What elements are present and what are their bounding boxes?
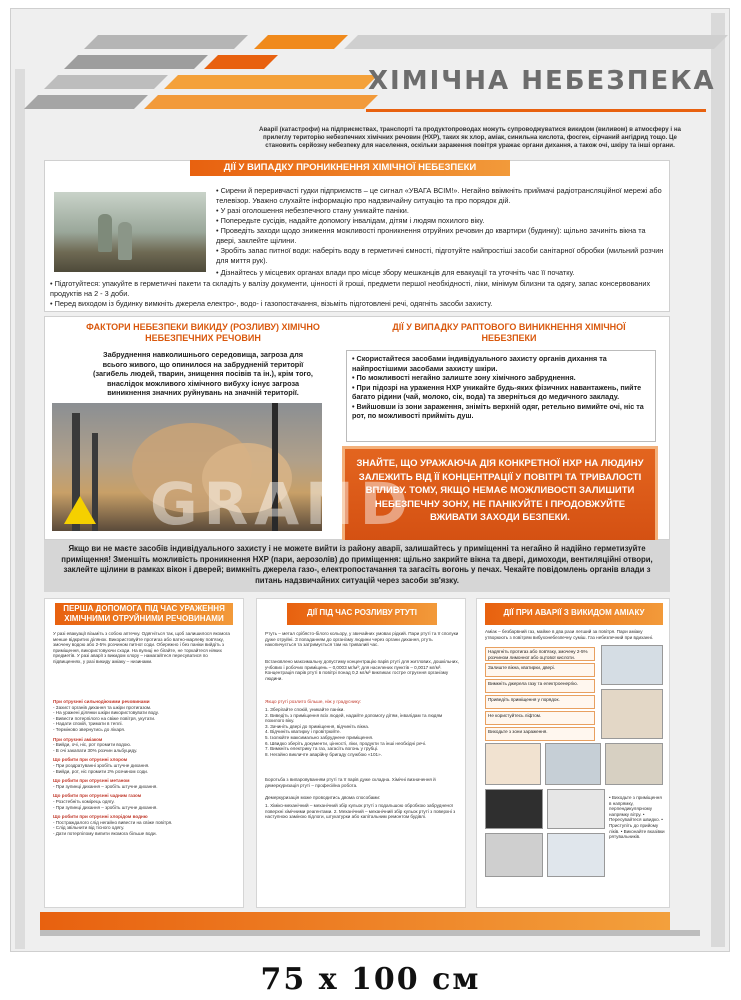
first-aid-title: ПЕРША ДОПОМОГА ПІД ЧАС УРАЖЕННЯ ХІМІЧНИМИ ОТРУЙНИМИ РЕЧОВИНАМИ [55,603,233,625]
poster-frame-right [711,13,725,947]
photo-figure [118,222,132,260]
window-closing-image [601,689,663,739]
mercury-step: 8. Негайно викличте аварійну бригаду службою «101». [265,751,382,757]
first-aid-line: - На уражені ділянки шкіри використовувати воду. [53,710,159,716]
header-stripe [64,55,208,69]
sudden-hazard-item: • При підозрі на ураження НХР уникайте будь-яких фізичних навантажень, пийте багато рідини (чай, молоко, сік, вода) та зверніться до медичного закладу. [352,382,642,401]
first-aid-heading: Що робити при отруєнні метаном [53,778,130,784]
ammonia-tail: • Виходьте з приміщення в напрямку, перпендикулярному напрямку вітру. • Пересувайтеся швидко. • Приступіть до прийому ліків. • Виконайте вказівки рятувальників. [609,795,665,840]
section1-bullet: • Дізнайтесь у місцевих органах влади про місце збору мешканців для евакуації та уточніть час її початку. [216,268,575,277]
ammonia-step: Приведіть приміщення у порядок. [485,695,595,709]
header-stripe [144,95,378,109]
photo-figure [98,214,112,252]
section1-bullet: • Перед виходом із будинку вимкніть джерела електро-, водо- і газопостачання, візьміть підготовлені речі, одягніть засоби захисту. [50,299,493,308]
ammonia-column [476,598,670,908]
first-aid-line: - Надати спокій, тримати в теплі. [53,721,123,727]
first-aid-line: - Терміново звернутись до лікаря. [53,726,126,732]
section1-banner: ДІЇ У ВИПАДКУ ПРОНИКНЕННЯ ХІМІЧНОЇ НЕБЕЗПЕКИ [190,160,510,176]
sudden-hazard-list [352,354,652,421]
header-stripe [44,75,168,89]
first-aid-heading: Що робити при отруєнні чадним газом [53,793,142,799]
section1-bullet: • Попередьте сусідів, надайте допомогу інвалідам, дітям і людям похилого віку. [216,216,485,225]
poster-frame-left [15,69,25,949]
header-stripe [24,95,148,109]
mercury-step: 3. Зачиніть двері до приміщення, відчиніть вікна. [265,723,370,729]
mercury-body: Ртуть – метал срібясто-білого кольору, у звичайних умовах рідкий. Пари ртуті та її сполуки дуже отруйні. З попаданням до організму людини через органи дихання, ртуть накопичується та затримується там на тривалий час. [265,631,459,648]
first-aid-line: - При зупинці дихання – зробіть штучне дихання. [53,783,158,789]
ammonia-step: Надягніть протигаз або пов'язку, змочену 2-5% розчином лимонної або оцтової кислоти. [485,647,595,661]
section1-bullet: • Проведіть заходи щодо зниження можливості проникнення отруйних речовин до квартири (будинку): щільно зачиніть вікна та двері, заклейте щілини. [216,226,646,245]
first-aid-list [53,699,235,836]
appliances-image [547,789,605,829]
footer-bar-gray [40,930,700,936]
mercury-step: 5. Ізолюйте максимально забруднене приміщення. [265,734,374,740]
radio-image [485,833,543,877]
hazard-factors-title: ФАКТОРИ НЕБЕЗПЕКИ ВИКИДУ (РОЗЛИВУ) ХІМІЧНО НЕБЕЗПЕЧНИХ РЕЧОВИН [86,322,320,343]
sudden-hazard-item: • По можливості негайно залиште зону хімічного забруднення. [352,373,576,382]
door-image [545,743,601,785]
mercury-steps [265,707,459,757]
ammonia-step: Виходьте з зони зараження. [485,727,595,741]
first-aid-line: - Розстебніть комірець одягу. [53,798,115,804]
mercury-step: 6. Швидко зберіть документи, цінності, ліки, продукти та інші необхідні речі. [265,740,427,746]
header-stripe [164,75,378,89]
first-aid-heading: При отруєнні аміаком [53,736,103,742]
mercury-demerc-text: 1. Хіміко-механічний – механічний збір кульок ртуті з подальшою обробкою забрудненої поверхні хімічними реагентами. 2. Механічний – механічний збір кульок ртуті з поверхні з наступною заміною підлоги, штукатурки або капітальним ремонтом будівлі. [265,803,456,820]
first-aid-body: У разі евакуації візьміть з собою аптечку. Одягніться так, щоб залишилося якомога менше відкритих ділянок. Використовуйте протигаз або ватно-марлеву пов'язку, змочену водою або 2-5% розчином питної соди. Обережно і без паніки вийдіть з приміщення, використовуючи сходи. На вулиці не бігайте, не торкайтеся ніяких предметів. У разі аварії з викидом хлору – намагайтеся пересуватися по підвищеннях, у разі викиду аміаку – низинами. [53,631,230,664]
intro-text: Аварії (катастрофи) на підприємствах, транспорті та продуктопроводах можуть супроводжуватися викидом (виливом) в атмосферу і на прилеглу територію небезпечних хімічних речовин (НХР), таких як хлор, аміак, синильна кислота, фосген, сірчаний ангідрид тощо. Це становить серйозну небезпеку для населення, оскільки зараження повітря уражає органи дихання, а також очі, шкіру та інші органи. [258,126,681,150]
shelter-notice: Якщо ви не маєте засобів індивідуального захисту і не можете вийти із району аварії, залишайтесь у приміщенні та негайно й надійно герметизуйте приміщення! Зменшіть можливість проникнення НХР (пари, аерозолів) до приміщення: щільно закрийте вікна та двері, димоходи, вентиляційні отвори, заклейте щілини в рамках вікон і дверей; вимкніть джерела газо-, електропостачання та загасіть вогонь у печах. Чекайте повідомлень органів влади з питань надзвичайних ситуацій через засоби зв'язку. [44,540,670,592]
sudden-hazard-title: ДІЇ У ВИПАДКУ РАПТОВОГО ВИНИКНЕННЯ ХІМІЧНОЇ НЕБЕЗПЕКИ [392,322,626,343]
mercury-title: ДІЇ ПІД ЧАС РОЗЛИВУ РТУТІ [287,603,437,625]
first-aid-line: - При роздратуванні зробіть штучне дихання. [53,762,150,768]
title-underline [366,109,706,112]
ammonia-title: ДІЇ ПРИ АВАРІЇ З ВИКИДОМ АМІАКУ [485,603,663,625]
first-aid-line: - В очі закапати 30% розчин альбуциду. [53,747,138,753]
poster-size-label: 75 х 100 см [260,962,481,997]
mercury-step: 7. Вимкніть електрику та газ, загасіть вогонь у грубці. [265,746,379,752]
section1-bullet: • Підготуйтеся: упакуйте в герметичні пакети та складіть у валізу документи, цінності й гроші, предмети першої необхідності, ліки, мінімум білизни та одягу, запас консервованих продуктів на 2 - 3 доби. [50,279,651,298]
mercury-note: Боротьба з випаровуванням ртуті та її парів дуже складна. Хімічні визначення й демеркуризація ртуті – професійна робота. [265,777,436,788]
first-aid-heading: Що робити при отруєнні хлорідом водню [53,814,148,820]
ammonia-step: Вимкніть джерела газу та електроенергію. [485,679,595,693]
section1-bullets-lower [216,268,666,278]
section1-bullet: • У разі оголошення небезпечного стану уникайте паніки. [216,206,409,215]
first-aid-heading: Що робити при отруєнні хлором [53,757,128,763]
first-aid-line: - При зупинці дихання – зробіть штучне дихання. [53,804,158,810]
exit-image [547,833,605,877]
section1-bullet: • Сирени й переривчасті гудки підприємств – це сигнал «УВАГА ВСІМ!». Негайно ввімкніть приймачі радіотрансляційної мережі або телевізор. Уважно слухайте інформацію про надзвичайну ситуацію та про порядок дій. [216,186,662,205]
page-title: ХІМІЧНА НЕБЕЗПЕКА [368,66,716,96]
tv-image [485,789,543,829]
first-aid-line: - Вийди, рот, ніс промити 2% розчином соди. [53,768,149,774]
mercury-step: 4. Відчиніть кватирку і провітрюйте. [265,729,341,735]
mercury-demerc-title: Демеркуризація може проводитись двома способами: [265,795,381,800]
toxic-warning-icon [64,496,96,524]
mercury-subtitle: Якщо ртуті розлито більше, ніж у градуснику: [265,699,362,704]
first-aid-heading: При отруєнні сильнодіючими речовинами [53,699,150,704]
watermark: GRAND [150,470,414,538]
first-aid-line: - Дати потерпілому випити якомога більше води. [53,830,157,836]
section1-bullets [216,186,666,266]
important-notice: ЗНАЙТЕ, ЩО УРАЖАЮЧА ДІЯ КОНКРЕТНОЇ НХР НА ЛЮДИНУ ЗАЛЕЖИТЬ ВІД ЇЇ КОНЦЕНТРАЦІЇ У ПОВІТРІ ТА ТРИВАЛОСТІ ВПЛИВУ. ТОМУ, ЯКЩО НЕМАЄ МОЖЛИВОСТІ ЗАЛИШИТИ НЕБЕЗПЕЧНУ ЗОНУ, НЕ ПАНІКУЙТЕ І ПРОДОВЖУЙТЕ ВЖИВАТИ ЗАХОДИ БЕЗПЕКИ. [342,446,658,546]
hazard-factors-text: Забруднення навколишнього середовища, загроза для всього живого, що опинилося на забрудненій території (загибель людей, тварин, знищення посівів та ін.), крім того, внаслідок можливого хімічного вибуху існує загроза виникнення значних руйнувань на значній території. [93,350,313,397]
first-aid-line: - Захист органів дихання та шкіри протигазом. [53,704,152,710]
ammonia-body: Аміак – безбарвний газ, майже в два рази легший за повітря. Пари аміаку утворюють з повітрям вибухонебезпечну суміш. Газ небезпечний при вдиханні. [485,629,654,640]
header-stripe [84,35,248,49]
ammonia-step: Залиште вікна, кватирки, двері. [485,663,595,677]
mercury-step: 2. Виведіть з приміщення всіх людей, надайте допомогу дітям, інвалідам та людям похилого віку. [265,712,443,724]
photo-gas-mask-soldier [54,192,206,272]
mercury-extra: Встановлено максимальну допустиму концентрацію парів ртуті для житлових, дошкільних, учбових і робочих приміщень – 0,0003 мг/м³; для населених пунктів – 0,0017 мг/м³. Концентрація парів ртуті в повітрі понад 0,2 мг/м³ викликає гостре отруєння організму людини. [265,659,459,681]
first-aid-line: - Вивести потерпілого на свіже повітря, укутати. [53,715,156,721]
header-stripe [254,35,348,49]
footer-bar [40,912,670,930]
evacuation-image [605,743,663,785]
section1-bullet: • Зробіть запас питної води: наберіть воду в герметичні ємності, підготуйте найпростіші засоби санітарної обробки (мильний розчин для миття рук). [216,246,664,265]
sudden-hazard-item: • Скористайтеся засобами індивідуального захисту органів дихання та найпростішими засобами захисту шкіри. [352,354,607,373]
sudden-hazard-item: • Вийшовши із зони зараження, зніміть верхній одяг, ретельно вимийте очі, ніс та рот, по можливості прийміть душ. [352,401,644,420]
section1-bullets-wide [50,279,664,309]
ammonia-step: Не користуйтесь ліфтом. [485,711,595,725]
header-stripe [204,55,278,69]
first-aid-column [44,598,244,908]
first-aid-line: - Постраждалого слід негайно вивести на свіже повітря. [53,819,173,825]
mercury-step: 1. Зберігайте спокій, уникайте паніки. [265,707,345,712]
wet-towel-image [485,743,541,785]
header-stripe [344,35,728,49]
mercury-column [256,598,466,908]
first-aid-line: - Слід звільнити від тісного одягу. [53,825,125,831]
gas-mask-image [601,645,663,685]
first-aid-line: - Вийди, очі, ніс, рот промити водою. [53,742,132,748]
